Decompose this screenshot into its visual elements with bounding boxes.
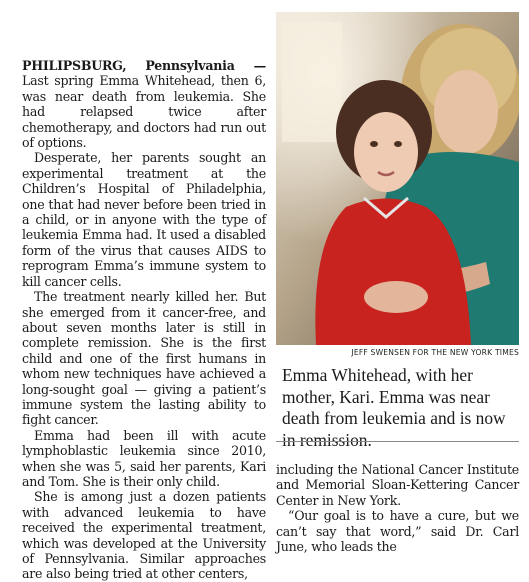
photo-illustration <box>276 12 519 345</box>
article-column-right <box>276 462 519 554</box>
article-paragraph-6: including the National Cancer Institute and Memorial Sloan-Kettering Cancer Center in New York. <box>276 462 519 508</box>
article-paragraph-2: Desperate, her parents sought an experimental treatment at the Children’s Hospital of Philadelphia, one that had never before been tried in a child, or in anyone with the type of leukemia Emma had. It used a disabled form of the virus that causes AIDS to reprogram Emma’s immune system to kill cancer cells. <box>22 150 266 289</box>
photo-caption: Emma Whitehead, with her mother, Kari. Emma was near death from leukemia and is now in remission. <box>282 365 506 450</box>
article-paragraph-5: She is among just a dozen patients with advanced leukemia to have received the experimental treatment, which was developed at the University of Pennsylvania. Similar approaches are also being tried at other centers, <box>22 489 266 582</box>
caption-divider <box>276 441 519 442</box>
article-paragraph-4: Emma had been ill with acute lymphoblastic leukemia since 2010, when she was 5, said her parents, Kari and Tom. She is their only child. <box>22 427 266 489</box>
photo-emma-and-mother <box>276 12 519 345</box>
photo-credit: JEFF SWENSEN FOR THE NEW YORK TIMES <box>351 348 519 357</box>
paragraph-1-text: Last spring Emma Whitehead, then 6, was near death from leukemia. She had relapsed twice after chemotherapy, and doctors had run out of options. <box>22 73 266 151</box>
article-column-left <box>22 58 266 582</box>
article-paragraph-7: “Our goal is to have a cure, but we can’t say that word,” said Dr. Carl June, who leads the <box>276 508 519 555</box>
dateline: PHILIPSBURG, Pennsylvania — <box>22 58 266 73</box>
article-paragraph-1 <box>22 58 266 150</box>
article-paragraph-3: The treatment nearly killed her. But she emerged from it cancer-free, and about seven months later is still in complete remission. She is the first child and one of the first humans in whom new techniques have achieved a long-sought goal — giving a patient’s immune system the lasting ability to fight cancer. <box>22 289 266 428</box>
